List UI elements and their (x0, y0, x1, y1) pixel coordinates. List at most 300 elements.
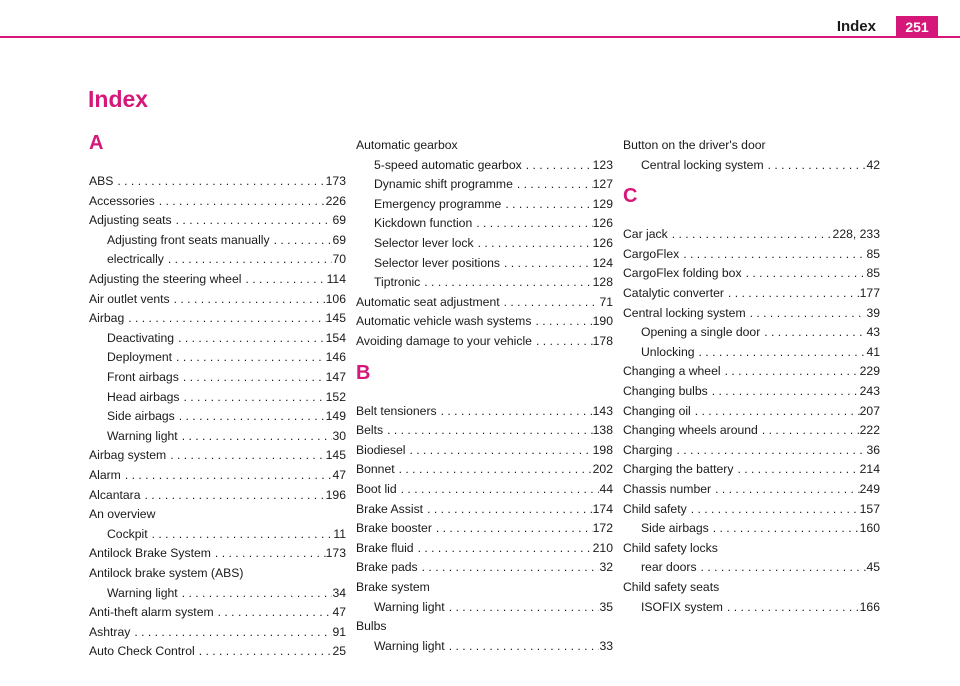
entry-label: Automatic gearbox (356, 138, 458, 152)
entry-line (89, 231, 346, 249)
entry-label: CargoFlex folding box (623, 266, 742, 281)
entry-line (623, 323, 880, 341)
running-title: Index (836, 18, 876, 35)
leader-dots (178, 427, 333, 445)
entry-line (623, 460, 880, 478)
leader-dots (121, 466, 333, 484)
entry-page: 152 (325, 389, 346, 404)
leader-dots (166, 446, 325, 464)
index-sub-entry (89, 584, 346, 602)
leader-dots (170, 290, 326, 308)
index-entry (356, 402, 613, 420)
entry-line (356, 617, 613, 635)
entry-line (623, 598, 880, 616)
entry-label: Front airbags (107, 370, 179, 384)
leader-dots (178, 584, 333, 602)
entry-page: 173 (325, 174, 346, 188)
index-entry (623, 225, 880, 243)
index-sub-entry (623, 558, 880, 576)
index-entry (356, 558, 613, 576)
entry-page: 39 (866, 305, 880, 320)
entry-page: 43 (866, 325, 880, 340)
entry-page: 123 (592, 157, 613, 172)
index-entry (623, 304, 880, 322)
entry-page: 172 (592, 521, 613, 536)
entry-line (356, 293, 613, 311)
entry-line (623, 558, 880, 576)
entry-line (623, 578, 880, 596)
entry-page: 129 (592, 196, 613, 211)
index-entry (89, 642, 346, 660)
entry-line (356, 273, 613, 291)
entry-label: Button on the driver's door (623, 138, 766, 152)
entry-label: Airbag system (89, 448, 167, 463)
entry-label: Child safety seats (623, 580, 720, 594)
leader-dots (733, 460, 859, 478)
leader-dots (437, 402, 593, 420)
entry-line (89, 309, 346, 327)
index-sub-entry (356, 273, 613, 291)
leader-dots (708, 382, 860, 400)
leader-dots (522, 156, 593, 174)
index-entry (356, 332, 613, 350)
leader-dots (130, 623, 332, 641)
index-sub-entry (89, 250, 346, 268)
entry-label: Alcantara (89, 487, 141, 502)
entry-label: Brake Assist (356, 501, 424, 516)
entry-label: Airbag (89, 311, 125, 326)
entry-page: 166 (859, 599, 880, 614)
entry-label: Air outlet vents (89, 291, 170, 306)
entry-line (356, 441, 613, 459)
leader-dots (414, 539, 593, 557)
section-heading: A (89, 132, 104, 154)
entry-line (89, 368, 346, 386)
index-entry (623, 441, 880, 459)
leader-dots (179, 368, 326, 386)
entry-line (89, 250, 346, 268)
entry-line (89, 329, 346, 347)
leader-dots (500, 293, 600, 311)
entry-label: Catalytic converter (623, 286, 724, 300)
index-entry (89, 172, 346, 190)
entry-label: Chassis number (623, 482, 712, 496)
entry-label: Side airbags (641, 521, 709, 536)
entry-page: 85 (866, 266, 880, 281)
entry-page: 190 (592, 314, 613, 329)
entry-label: Changing a wheel (623, 364, 721, 379)
entry-page: 214 (859, 462, 880, 477)
entry-page: 222 (859, 423, 880, 438)
entry-label: Central locking system (641, 157, 764, 172)
section-heading: C (623, 185, 638, 208)
index-sub-entry (356, 254, 613, 272)
index-entry (623, 264, 880, 282)
entry-line (356, 402, 613, 420)
entry-page: 35 (599, 599, 613, 614)
index-entry (89, 544, 346, 562)
index-entry (89, 192, 346, 210)
entry-page: 30 (332, 428, 346, 443)
entry-page: 226 (325, 193, 346, 208)
section-letter (623, 185, 880, 208)
entry-page: 154 (325, 330, 346, 345)
entry-line (356, 637, 613, 655)
entry-line (89, 270, 346, 288)
index-entry (623, 500, 880, 518)
entry-label: Warning light (107, 585, 178, 600)
index-sub-entry (89, 525, 346, 543)
entry-page: 47 (332, 605, 346, 620)
leader-dots (214, 603, 333, 621)
entry-line (623, 245, 880, 263)
leader-dots (532, 332, 593, 350)
entry-label: Adjusting seats (89, 213, 172, 228)
entry-line (356, 500, 613, 518)
index-entry (623, 402, 880, 420)
entry-label: Car jack (623, 227, 668, 242)
entry-label: ABS (89, 174, 114, 188)
leader-dots (124, 309, 325, 327)
leader-dots (764, 156, 867, 174)
entry-line (89, 525, 346, 543)
entry-line (356, 578, 613, 596)
entry-page: 127 (592, 177, 613, 192)
index-entry (89, 309, 346, 327)
entry-page: 41 (866, 344, 880, 359)
section-letter (89, 132, 346, 154)
entry-page: 69 (332, 232, 346, 247)
entry-line (89, 211, 346, 229)
entry-page: 146 (325, 350, 346, 365)
entry-page: 114 (326, 272, 346, 286)
leader-dots (723, 598, 860, 616)
entry-label: Bonnet (356, 462, 395, 477)
index-entry (623, 362, 880, 380)
index-entry (356, 460, 613, 478)
entry-line (89, 603, 346, 621)
entry-label: ISOFIX system (641, 599, 723, 614)
entry-line (89, 388, 346, 406)
entry-line (89, 192, 346, 210)
entry-label: Adjusting front seats manually (107, 232, 270, 247)
entry-label: Deployment (107, 350, 173, 365)
entry-page: 106 (325, 291, 346, 306)
entry-page: 25 (332, 644, 346, 659)
leader-dots (687, 500, 860, 518)
index-sub-entry (89, 329, 346, 347)
entry-line (623, 284, 880, 302)
index-sub-entry (356, 195, 613, 213)
entry-page: 126 (592, 236, 613, 250)
leader-dots (531, 312, 592, 330)
index-entry (89, 290, 346, 308)
entry-line (89, 544, 346, 562)
entry-page: 174 (592, 501, 613, 516)
entry-page: 178 (592, 334, 613, 348)
leader-dots (164, 250, 333, 268)
leader-dots (270, 231, 333, 249)
entry-line (356, 421, 613, 439)
entry-label: Bulbs (356, 619, 387, 634)
entry-page: 149 (325, 409, 346, 424)
entry-page: 33 (599, 638, 613, 653)
entry-page: 91 (332, 624, 346, 639)
entry-label: Antilock Brake System (89, 546, 211, 561)
index-entry (356, 441, 613, 459)
leader-dots (742, 264, 867, 282)
entry-label: Boot lid (356, 482, 397, 496)
entry-line (623, 304, 880, 322)
leader-dots (174, 329, 326, 347)
entry-line (89, 290, 346, 308)
leader-dots (383, 421, 593, 439)
entry-label: CargoFlex (623, 246, 680, 261)
leader-dots (668, 225, 833, 243)
index-entry (356, 500, 613, 518)
entry-page: 145 (325, 311, 346, 326)
leader-dots (691, 402, 860, 420)
header-rule (0, 36, 960, 38)
index-entry (356, 480, 613, 498)
entry-label: Child safety (623, 501, 687, 516)
entry-label: Selector lever lock (374, 236, 474, 250)
leader-dots (113, 172, 325, 190)
index-entry (356, 312, 613, 330)
entry-page: 229 (859, 364, 880, 379)
entry-label: electrically (107, 252, 164, 267)
entry-label: Changing wheels around (623, 423, 758, 438)
entry-line (356, 312, 613, 330)
leader-dots (695, 343, 867, 361)
leader-dots (513, 175, 593, 193)
leader-dots (472, 214, 592, 232)
section-heading: B (356, 361, 371, 384)
leader-dots (500, 254, 593, 272)
leader-dots (172, 348, 326, 366)
entry-line (356, 136, 613, 154)
leader-dots (420, 273, 592, 291)
leader-dots (697, 558, 867, 576)
entry-line (89, 446, 346, 464)
leader-dots (155, 192, 326, 210)
leader-dots (760, 323, 866, 341)
entry-line (623, 382, 880, 400)
entry-page: 47 (332, 468, 346, 482)
page-title: Index (88, 86, 149, 112)
entry-page: 243 (859, 384, 880, 398)
index-sub-entry (89, 231, 346, 249)
entry-line (356, 214, 613, 232)
index-sub-entry (89, 348, 346, 366)
entry-label: Anti-theft alarm system (89, 605, 214, 620)
leader-dots (724, 284, 860, 302)
entry-line (356, 598, 613, 616)
entry-line (623, 225, 880, 243)
entry-label: Avoiding damage to your vehicle (356, 334, 532, 348)
entry-label: Central locking system (623, 305, 746, 320)
entry-page: 198 (592, 442, 613, 457)
entry-page: 143 (592, 403, 613, 418)
entry-label: Accessories (89, 193, 155, 208)
index-parent-entry (89, 564, 346, 582)
entry-label: Brake booster (356, 521, 432, 536)
index-entry (89, 270, 346, 288)
leader-dots (172, 211, 333, 229)
entry-label: Alarm (89, 468, 121, 482)
index-parent-entry (356, 136, 613, 154)
entry-label: Deactivating (107, 330, 175, 345)
entry-label: Child safety locks (623, 540, 718, 555)
entry-label: Changing bulbs (623, 384, 708, 398)
entry-label: Adjusting the steering wheel (89, 272, 242, 286)
entry-line (89, 466, 346, 484)
entry-line (89, 427, 346, 445)
entry-page: 32 (599, 560, 613, 575)
entry-label: Head airbags (107, 389, 180, 404)
index-entry (623, 460, 880, 478)
entry-page: 124 (592, 255, 613, 270)
entry-label: Opening a single door (641, 325, 761, 340)
entry-label: Belt tensioners (356, 403, 437, 418)
entry-page: 42 (866, 157, 880, 172)
leader-dots (148, 525, 334, 543)
index-entry (89, 211, 346, 229)
leader-dots (175, 407, 326, 425)
entry-page: 85 (866, 246, 880, 261)
entry-label: Warning light (107, 428, 178, 443)
entry-label: Warning light (374, 599, 445, 614)
leader-dots (141, 486, 326, 504)
index-sub-entry (356, 175, 613, 193)
leader-dots (195, 642, 333, 660)
entry-page: 11 (333, 526, 346, 541)
entry-label: rear doors (641, 560, 697, 575)
index-entry (356, 539, 613, 557)
entry-label: Emergency programme (374, 196, 502, 211)
index-sub-entry (89, 368, 346, 386)
leader-dots (679, 245, 866, 263)
leader-dots (405, 441, 592, 459)
leader-dots (672, 441, 866, 459)
index-entry (89, 603, 346, 621)
index-sub-entry (623, 323, 880, 341)
leader-dots (445, 637, 600, 655)
entry-line (356, 519, 613, 537)
entry-label: Dynamic shift programme (374, 177, 513, 192)
index-sub-entry (89, 427, 346, 445)
index-entry (89, 466, 346, 484)
index-entry (89, 446, 346, 464)
entry-label: Brake fluid (356, 540, 414, 555)
index-entry (89, 486, 346, 504)
leader-dots (711, 480, 860, 498)
entry-label: Unlocking (641, 344, 695, 359)
index-parent-entry (89, 505, 346, 523)
index-parent-entry (356, 578, 613, 596)
leader-dots (721, 362, 860, 380)
index-sub-entry (89, 388, 346, 406)
index-parent-entry (623, 578, 880, 596)
entry-line (623, 441, 880, 459)
entry-line (356, 234, 613, 252)
entry-line (623, 480, 880, 498)
entry-page: 249 (859, 482, 880, 496)
page-number-badge: 251 (896, 16, 938, 38)
leader-dots (746, 304, 867, 322)
entry-line (623, 519, 880, 537)
entry-page: 145 (325, 448, 346, 463)
entry-line (356, 558, 613, 576)
entry-page: 34 (332, 585, 346, 600)
entry-label: Brake pads (356, 560, 418, 575)
entry-page: 173 (325, 546, 346, 561)
entry-page: 138 (592, 423, 613, 438)
entry-label: Automatic seat adjustment (356, 294, 500, 309)
index-sub-entry (356, 234, 613, 252)
entry-line (356, 175, 613, 193)
entry-label: Changing oil (623, 403, 691, 418)
entry-line (623, 500, 880, 518)
entry-label: Selector lever positions (374, 255, 500, 270)
leader-dots (397, 480, 600, 498)
leader-dots (445, 598, 600, 616)
entry-page: 157 (859, 501, 880, 516)
entry-line (89, 642, 346, 660)
entry-label: An overview (89, 507, 156, 522)
index-sub-entry (623, 156, 880, 174)
index-sub-entry (356, 156, 613, 174)
entry-page: 69 (332, 213, 346, 228)
leader-dots (709, 519, 860, 537)
entry-page: 128 (592, 275, 613, 290)
index-parent-entry (623, 136, 880, 154)
entry-page: 207 (859, 403, 880, 418)
index-sub-entry (623, 598, 880, 616)
index-entry (623, 421, 880, 439)
entry-label: Cockpit (107, 526, 148, 541)
entry-line (623, 539, 880, 557)
entry-page: 202 (592, 462, 613, 477)
leader-dots (423, 500, 593, 518)
entry-page: 126 (592, 216, 613, 231)
entry-label: Brake system (356, 580, 430, 594)
index-entry (356, 421, 613, 439)
entry-line (623, 402, 880, 420)
index-entry (623, 245, 880, 263)
index-sub-entry (623, 519, 880, 537)
entry-page: 196 (325, 487, 346, 502)
entry-line (623, 362, 880, 380)
index-parent-entry (356, 617, 613, 635)
index-entry (623, 480, 880, 498)
index-sub-entry (356, 637, 613, 655)
entry-line (89, 505, 346, 523)
entry-page: 147 (325, 370, 346, 384)
entry-label: Kickdown function (374, 216, 473, 231)
entry-page: 177 (859, 286, 880, 300)
index-sub-entry (623, 343, 880, 361)
index-sub-entry (356, 598, 613, 616)
leader-dots (474, 234, 593, 252)
entry-line (89, 584, 346, 602)
entry-label: Charging (623, 442, 673, 457)
index-entry (623, 382, 880, 400)
entry-label: Charging the battery (623, 462, 734, 477)
entry-line (356, 460, 613, 478)
entry-label: Automatic vehicle wash systems (356, 314, 532, 329)
leader-dots (395, 460, 593, 478)
